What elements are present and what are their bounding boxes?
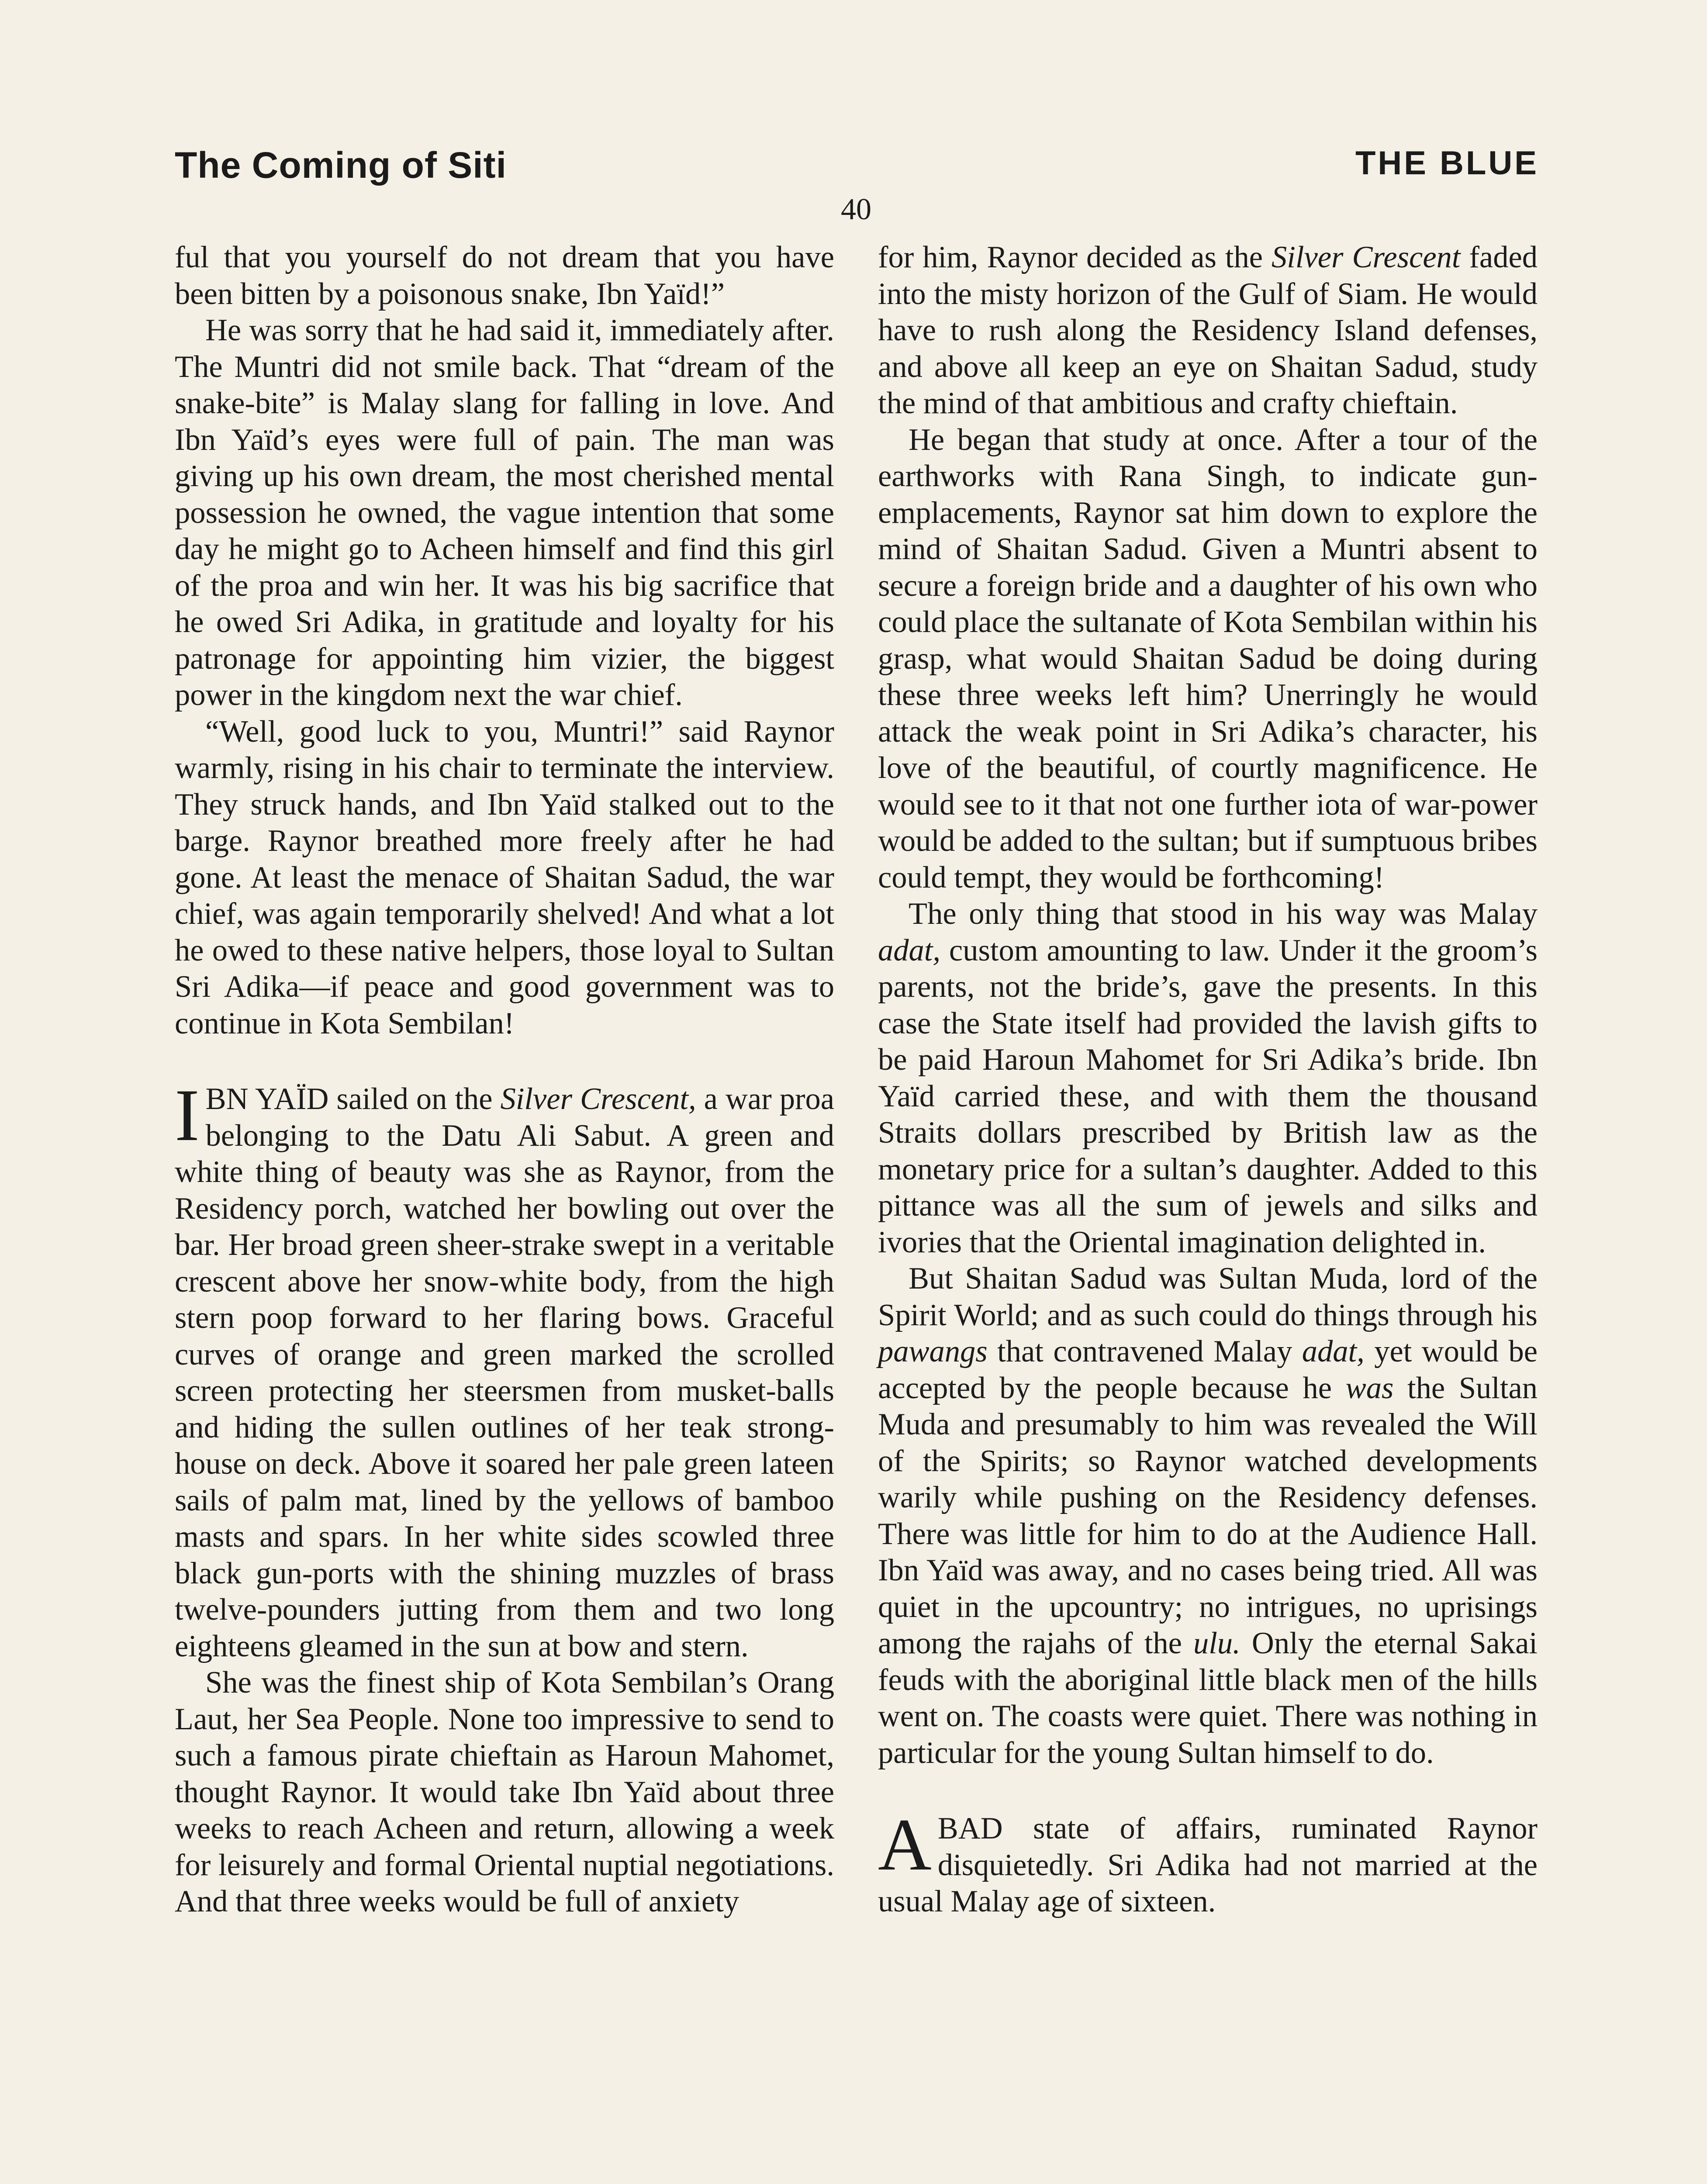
italic-ship-name: Silver Crescent, [500,1082,696,1116]
text-run: the Sultan Muda and presumably to him was revealed the Will of the Spirits; so Raynor watched developments warily while pushing on the Residency defenses. There was little for him to do at the Audience Hall. Ibn Yaïd was away, and no cases being tried. All was quiet in the upcountry; no intrigues, no uprisings among the rajahs of the [878,1371,1538,1660]
text-run: that contravened Malay [987,1334,1302,1368]
paragraph: ful that you yourself do not dream that you have been bitten by a poisonous snake, Ibn Yaïd!” [175,240,834,311]
magazine-name: THE BLUE [1355,145,1539,182]
paragraph [878,896,1538,1261]
paragraph [878,1261,1538,1771]
section-opening-paragraph [878,1804,1538,1920]
small-caps-lead: BN YAÏD [205,1082,329,1116]
section-opening-paragraph [175,1074,834,1665]
text-run: custom amounting to law. Under it the groom’s parents, not the bride’s, gave the presents. In this case the State itself had provided the lavish gifts to be paid Haroun Mahomet for Sri Adika’s bride. Ibn Yaïd carried these, and with them the thousand Straits dollars prescribed by British law as the monetary price for a sultan’s daughter. Added to this pittance was all the sum of jewels and silks and ivories that the Oriental imagination delighted in. [878,933,1538,1259]
page-number: 40 [841,193,871,226]
text-run: But Shaitan Sadud was Sultan Muda, lord of the Spirit World; and as such could do things through his [878,1261,1538,1332]
right-column [878,239,1538,1920]
text-run: yet would be accepted by the people because he [878,1334,1538,1405]
italic-ship-name: Silver Crescent [1272,240,1461,274]
italic-term: pawangs [878,1334,988,1368]
text-run: Only the eternal Sakai feuds with the aboriginal little black men of the hills went on. The coasts were quiet. There was nothing in particular for the young Sultan himself to do. [878,1626,1538,1770]
italic-term: ulu. [1193,1626,1241,1660]
text-run: state of affairs, ruminated Raynor disquietedly. Sri Adika had not married at the usual Malay age of sixteen. [878,1811,1538,1918]
text-run: for him, Raynor decided as the [878,240,1272,274]
italic-term: adat, [878,933,940,968]
story-title: The Coming of Siti [175,145,507,186]
small-caps-lead: BAD [937,1811,1003,1845]
text-run: The only thing that stood in his way was Malay [909,897,1538,931]
paragraph: He began that study at once. After a tour of the earthworks with Rana Singh, to indicate gun-emplacements, Raynor sat him down to explore the mind of Shaitan Sadud. Given a Muntri absent to secure a foreign bride and a daughter of his own who could place the sultanate of Kota Sembilan within his grasp, what would Shaitan Sadud be doing during these three weeks left him? Unerringly he would attack the weak point in Sri Adika’s character, his love of the beautiful, of courtly magnificence. He would see to it that not one further iota of war-power would be added to the sultan; but if sumptuous bribes could tempt, they would be forthcoming! [878,422,1538,895]
paragraph [878,239,1538,422]
paragraph: He was sorry that he had said it, immediately after. The Muntri did not smile back. That “dream of the snake-bite” is Malay slang for falling in love. And Ibn Yaïd’s eyes were full of pain. The man was giving up his own dream, the most cherished mental possession he owned, the vague intention that some day he might go to Acheen himself and find this girl of the proa and win her. It was his big sacrifice that he owed Sri Adika, in gratitude and loyalty for his patronage for appointing him vizier, the biggest power in the kingdom next the war chief. [175,313,834,712]
paragraph: She was the finest ship of Kota Sembilan’s Orang Laut, her Sea People. None too impressive to send to such a famous pirate chieftain as Haroun Mahomet, thought Raynor. It would take Ibn Yaïd about three weeks to reach Acheen and return, allowing a week for leisurely and formal Oriental nuptial negotiations. And that three weeks would be full of anxiety [175,1666,834,1918]
text-run: faded into the misty horizon of the Gulf of Siam. He would have to rush along the Residency Island defenses, and above all keep an eye on Shaitan Sadud, study the mind of that ambitious and crafty chieftain. [878,240,1538,420]
paragraph: “Well, good luck to you, Muntri!” said Raynor warmly, rising in his chair to terminate the interview. They struck hands, and Ibn Yaïd stalked out to the barge. Raynor breathed more freely after he had gone. At least the menace of Shaitan Sadud, the war chief, was again temporarily shelved! And what a lot he owed to these native helpers, those loyal to Sultan Sri Adika—if peace and good government was to continue in Kota Sembilan! [175,714,834,1040]
italic-emphasis: was [1345,1371,1394,1405]
text-run: a war proa belonging to the Datu Ali Sabut. A green and white thing of beauty was she as Raynor, from the Residency porch, watched her bowling out over the bar. Her broad green sheer-strake swept in a veritable crescent above her snow-white body, from the high stern poop forward to her flaring bows. Graceful curves of orange and green marked the scrolled screen protecting her steersmen from musket-balls and hiding the sullen outlines of her teak strong-house on deck. Above it soared her pale green lateen sails of palm mat, lined by the yellows of bamboo masts and spars. In her white sides scowled three black gun-ports with the shining muzzles of brass twelve-pounders jutting from them and two long eighteens gleamed in the sun at bow and stern. [175,1082,834,1663]
drop-cap: A [878,1804,932,1886]
left-column [175,239,834,1920]
drop-cap: I [175,1074,200,1156]
text-run: sailed on the [328,1082,501,1116]
italic-term: adat, [1302,1334,1365,1368]
